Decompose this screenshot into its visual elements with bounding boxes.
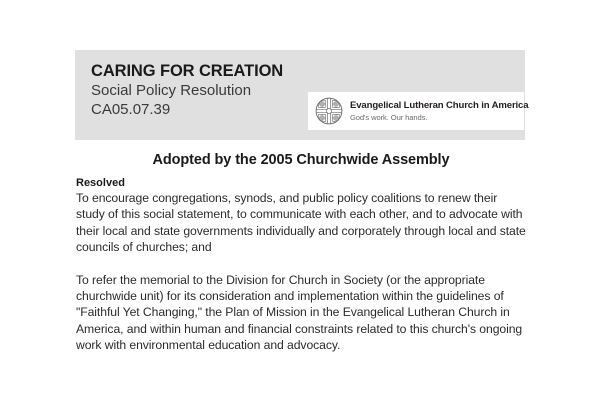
organization-tagline: God's work. Our hands. xyxy=(350,112,428,122)
document-body xyxy=(76,150,526,354)
document-header-band xyxy=(75,50,529,140)
document-code: CA05.07.39 xyxy=(91,101,171,118)
page-title: CARING FOR CREATION xyxy=(91,62,284,80)
organization-logo xyxy=(308,92,529,130)
resolution-paragraph-2: To refer the memorial to the Division for Church in Society (or the appropriate churchwide unit) for its consideration and implementation within the guidelines of "Faithful Yet Changing," the Plan of Mission in the Evangelical Lutheran Church in America, and within human and financial constraints related to this church's ongoing work with environmental education and advocacy. xyxy=(76,272,523,353)
elca-celtic-cross-icon xyxy=(315,97,343,125)
header-title-group xyxy=(91,61,283,119)
paragraph-spacer xyxy=(76,256,526,272)
assembly-heading: Adopted by the 2005 Churchwide Assembly xyxy=(152,152,450,168)
organization-name: Evangelical Lutheran Church in America xyxy=(350,99,529,111)
resolution-paragraph-1: To encourage congregations, synods, and public policy coalitions to renew their study of this social statement, to communicate with each other, and to advocate with their local and state governments individually and corporately through local and state councils of churches; and xyxy=(76,191,526,255)
logo-text-group xyxy=(350,101,528,121)
document-subtitle: Social Policy Resolution xyxy=(91,82,252,99)
resolved-label: Resolved xyxy=(76,177,125,189)
